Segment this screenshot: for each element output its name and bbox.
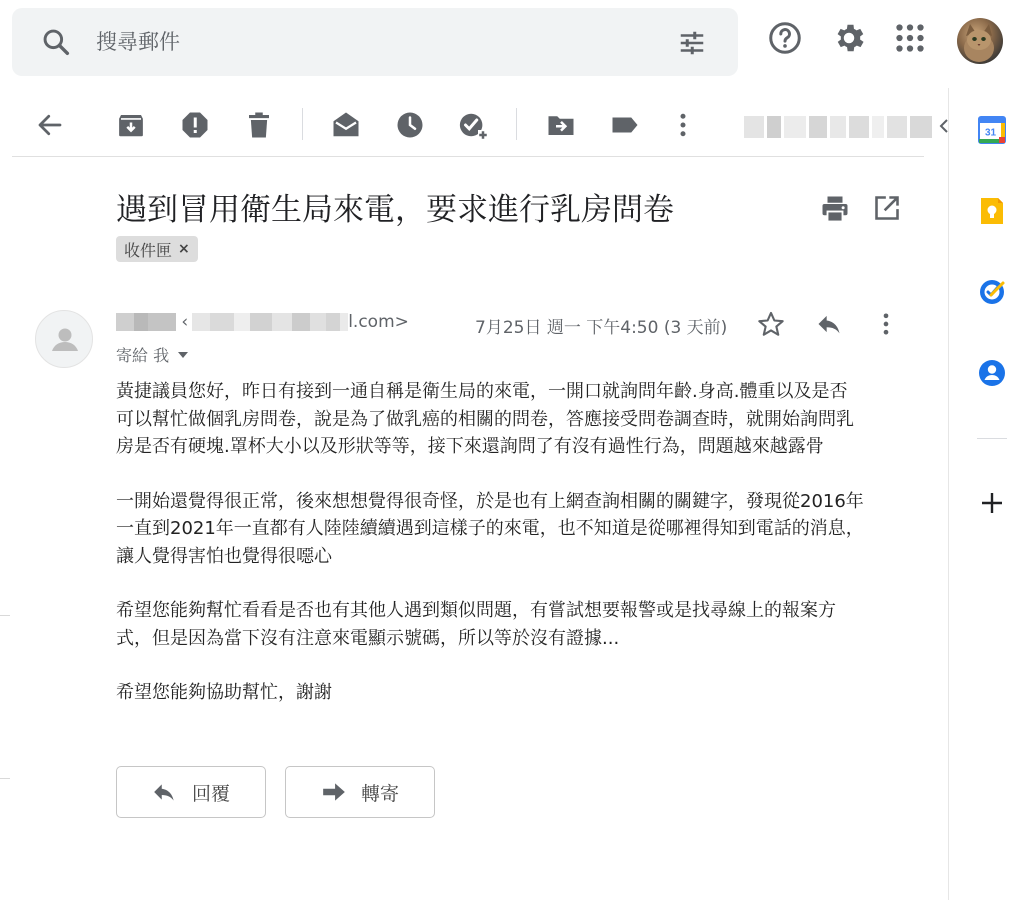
sender-email-visible: l.com> [348,312,409,332]
remove-label-button[interactable]: × [178,241,190,257]
add-addon-icon[interactable] [977,488,1007,518]
snooze-icon[interactable] [395,110,425,140]
body-paragraph: 希望您能夠協助幫忙，謝謝 [116,682,332,703]
redacted-block [192,313,210,331]
delete-icon[interactable] [244,110,274,140]
mark-unread-icon[interactable] [331,110,361,140]
redacted-block [116,313,134,331]
open-in-new-window-icon[interactable] [873,194,901,222]
calendar-day: 31 [984,127,997,139]
recipient-text: 寄給 我 [116,346,170,365]
move-to-icon[interactable] [546,110,576,140]
label-icon[interactable] [610,110,640,140]
side-panel-divider [977,438,1007,439]
contacts-icon[interactable] [977,358,1007,388]
email-date: 7月25日 週一 下午4:50 (3 天前) [475,318,728,338]
chevron-left-icon[interactable] [936,116,952,136]
redacted-block [310,313,326,331]
inbox-label-text: 收件匣 [124,240,173,260]
toolbar-divider [12,156,924,157]
keep-icon[interactable] [977,196,1007,226]
reply-icon [152,781,178,803]
redacted-block [292,313,310,331]
more-vert-icon[interactable] [668,110,698,140]
top-bar [0,0,1024,88]
email-subject: 遇到冒用衛生局來電，要求進行乳房問卷 [116,192,674,228]
reply-icon[interactable] [814,310,844,338]
more-vert-icon[interactable] [872,310,900,338]
recipient-details[interactable] [116,343,189,366]
side-panel [948,88,1024,900]
help-icon[interactable] [767,20,803,56]
report-spam-icon[interactable] [180,110,210,140]
forward-button[interactable] [285,766,435,818]
reply-button-label: 回覆 [191,782,230,805]
person-icon [36,311,93,368]
toolbar-separator [516,108,517,140]
message-toolbar [0,88,948,160]
edge-fragment [0,615,10,616]
reply-button[interactable] [116,766,266,818]
back-arrow-icon[interactable] [35,110,65,140]
tune-icon[interactable] [676,28,708,58]
search-bar[interactable] [12,8,738,76]
redacted-block [272,313,292,331]
calendar-icon[interactable] [977,115,1007,145]
redacted-block [148,313,176,331]
redacted-block [210,313,234,331]
apps-grid-icon[interactable] [892,20,928,56]
account-avatar[interactable] [957,18,1003,64]
sender-avatar [35,310,93,368]
body-paragraph: 希望您能夠幫忙看看是否也有其他人遇到類似問題，有嘗試想要報警或是找尋線上的報案方 式，但是因為當下沒有注意來電顯示號碼，所以等於沒有證據... [116,600,836,649]
redacted-block [234,313,250,331]
tasks-icon[interactable] [977,277,1007,307]
inbox-label-chip[interactable] [116,236,198,262]
search-icon[interactable] [40,26,72,58]
body-paragraph: 黃捷議員您好，昨日有接到一通自稱是衛生局的來電，一開口就詢問年齡.身高.體重以及是否 可以幫忙做個乳房問卷，說是為了做乳癌的相關的問卷，答應接受問卷調查時，就開始詢問乳 房是否有硬塊.罩杯大小以及形狀等等，接下來還詢問了有沒有過性行為，問題越來越露骨 [116,381,854,457]
forward-arrow-icon [321,781,347,803]
avatar-cat-image [957,18,1003,64]
forward-button-label: 轉寄 [360,782,399,805]
redacted-block [134,313,148,331]
redacted-block [326,313,340,331]
pagination-redacted [744,116,935,138]
edge-fragment [0,778,10,779]
star-icon[interactable] [757,310,785,338]
print-icon[interactable] [820,194,850,224]
redacted-block [250,313,272,331]
chevron-down-icon[interactable] [177,351,189,359]
archive-icon[interactable] [116,110,146,140]
toolbar-separator [302,108,303,140]
redacted-block [340,313,348,331]
body-paragraph: 一開始還覺得很正常，後來想想覺得很奇怪，於是也有上網查詢相關的關鍵字，發現從2016年 一直到2021年一直都有人陸陸續續遇到這樣子的來電，也不知道是從哪裡得知到電話的消息， 讓人覺得害怕也覺得很噁心 [116,490,864,567]
sender-info[interactable]: ‹ l.com> [116,312,409,336]
search-input[interactable] [96,22,656,62]
settings-icon[interactable] [831,20,867,56]
add-to-tasks-icon[interactable] [458,110,488,140]
email-body [116,378,906,734]
